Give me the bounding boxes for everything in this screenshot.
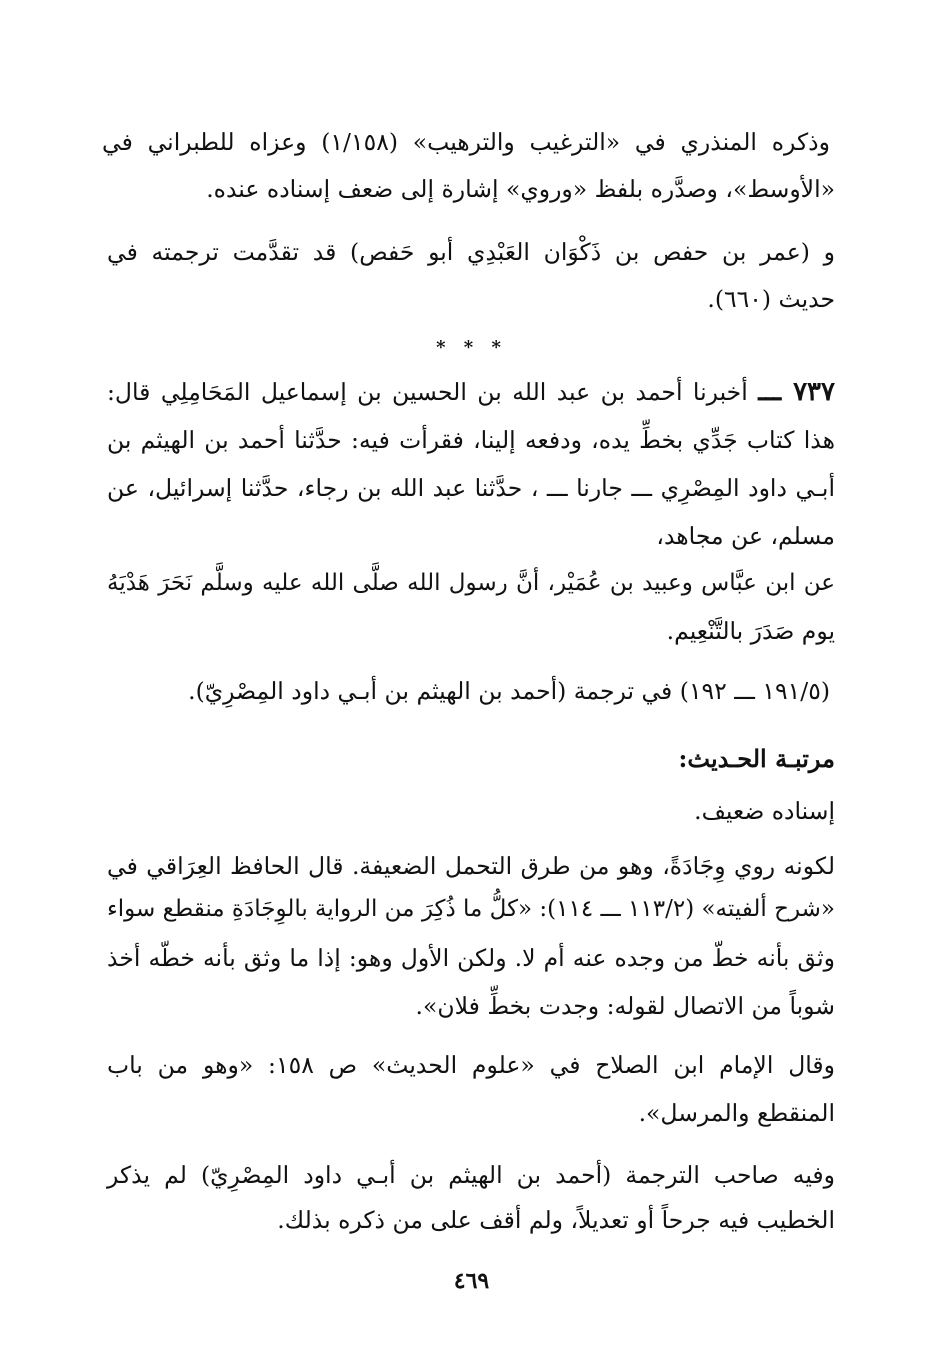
section-heading: مرتبـة الحـديث: xyxy=(678,744,835,773)
hadith-line2: هذا كتاب جَدِّي بخطِّ يده، ودفعه إلينا، فقرأت فيه: حدَّثنا أحمد بن الهيثم بن xyxy=(107,426,835,454)
paragraph4-line2: المنقطع والمرسل». xyxy=(638,1099,835,1127)
paragraph3-line4: شوباً من الاتصال لقوله: وجدت بخطِّ فلان». xyxy=(415,992,835,1020)
hadith-line1 xyxy=(107,374,835,410)
paragraph3-line2: «شرح ألفيته» (١١٣/٢ ـــ ١١٤): «كلُّ ما ذُكِرَ من الرواية بالوِجَادَةِ منقطع سواء xyxy=(106,896,835,922)
hadith-line3: أبـي داود المِصْرِي ـــ جارنا ـــ ، حدَّثنا عبد الله بن رجاء، حدَّثنا إسرائيل، عن xyxy=(107,474,835,502)
paragraph5-line2: الخطيب فيه جرحاً أو تعديلاً، ولم أقف على من ذكره بذلك. xyxy=(277,1206,835,1234)
section-separator: * * * xyxy=(436,337,507,358)
paragraph5-line1: وفيه صاحب الترجمة (أحمد بن الهيثم بن أبـي داود المِصْرِيّ) لم يذكر xyxy=(107,1161,835,1189)
paragraph2-line1: و (عمر بن حفص بن ذَكْوَان العَبْدِي أبو حَفص) قد تقدَّمت ترجمته في xyxy=(107,238,835,266)
paragraph3-line3: وثق بأنه خطّ من وجده عنه أم لا. ولكن الأول وهو: إذا ما وثق بأنه خطّه أخذ xyxy=(107,944,835,972)
paragraph1-line2: «الأوسط»، وصدَّره بلفظ «وروي» إشارة إلى ضعف إسناده عنده. xyxy=(206,175,835,203)
matn-line2: يوم صَدَرَ بالتَّنْعِيم. xyxy=(666,617,835,645)
hadith-line4: مسلم، عن مجاهد، xyxy=(656,522,835,550)
source-reference: (١٩١/٥ ـــ ١٩٢) في ترجمة (أحمد بن الهيثم بن أبـي داود المِصْرِيّ). xyxy=(188,677,830,705)
paragraph2-line2: حديث (٦٦٠). xyxy=(707,285,835,313)
matn-line1: عن ابن عبَّاس وعبيد بن عُمَيْر، أنَّ رسول الله صلَّى الله عليه وسلَّم نَحَرَ هَدْيَهُ xyxy=(107,570,835,596)
hadith-line1-text: أخبرنا أحمد بن عبد الله بن الحسين بن إسماعيل المَحَامِلِي قال: xyxy=(107,378,748,406)
paragraph4-line1: وقال الإمام ابن الصلاح في «علوم الحديث» ص ١٥٨: «وهو من باب xyxy=(107,1051,836,1079)
hadith-number: ٧٣٧ ـــ xyxy=(758,377,835,407)
verdict: إسناده ضعيف. xyxy=(694,797,835,825)
page-number: ٤٦٩ xyxy=(453,1268,490,1294)
paragraph1-line1: وذكره المنذري في «الترغيب والترهيب» (١/١٥٨) وعزاه للطبراني في xyxy=(102,128,830,156)
paragraph3-line1: لكونه روي وِجَادَةً، وهو من طرق التحمل الضعيفة. قال الحافظ العِرَاقي في xyxy=(107,852,835,880)
